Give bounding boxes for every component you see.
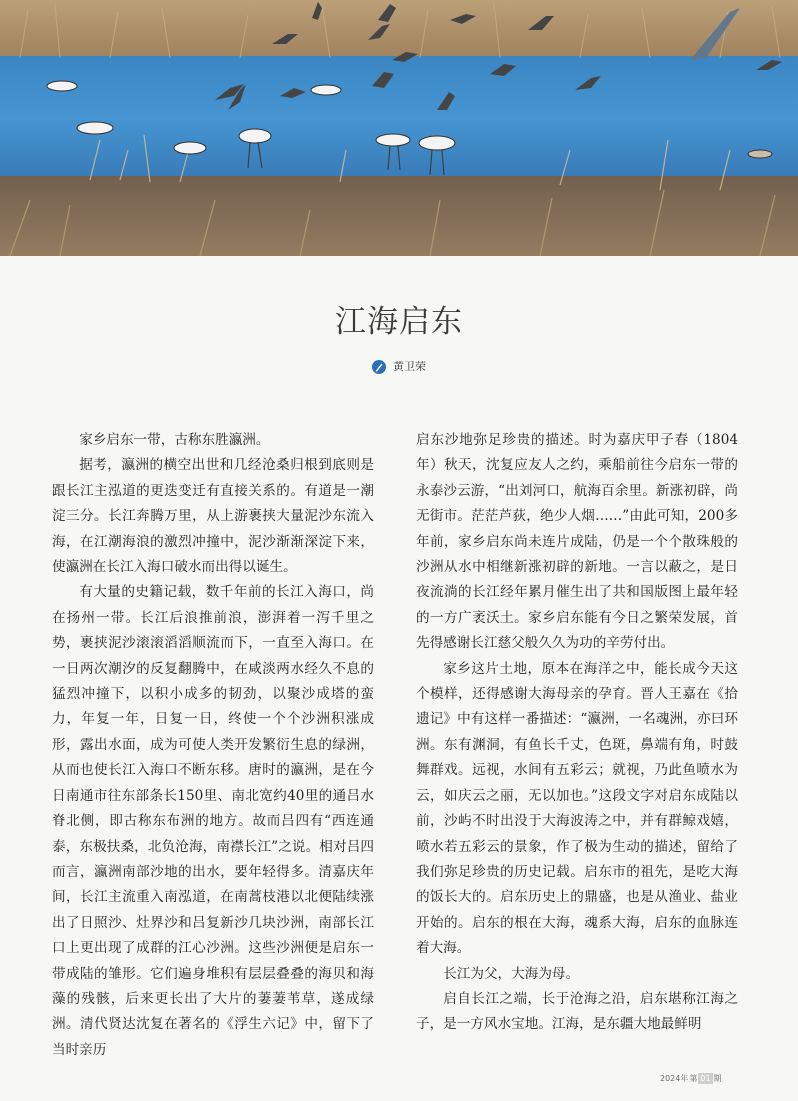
paragraph: 有大量的史籍记载，数千年前的长江入海口，尚在扬州一带。长江后浪推前浪，澎湃着一泻千里之势，裹挟泥沙滚滚滔滔顺流而下，一直至入海口。在一日两次潮汐的反复翻腾中，在咸淡两水经久不息的猛烈冲撞下，以积小成多的韧劲，以聚沙成塔的蛮力，年复一年，日复一日，终使一个个沙洲积涨成形，露出水面，成为可使人类开发繁衍生息的绿洲，从而也使长江入海口不断东移。唐时的瀛洲，是在今日南通市往东部条长150里、南北宽约40里的通吕水脊北侧，即古称东布洲的地方。故而吕四有“西连通泰，东极扶桑，北负沧海，南襟长江”之说。相对吕四而言，瀛洲南部沙地的出水，要年轻得多。清嘉庆年间，长江主流重入南泓道，在南蒿枝港以北便陆续涨出了日照沙、灶界沙和吕复新沙几块沙洲，南部长江口上更出现了成群的江心沙洲。这些沙洲便是启东一带成陆的雏形。它们遍身堆积有层层叠叠的海贝和海藻的残骸，后来更长出了大片的萋萋苇草，遂成绿洲。清代贤达沈复在著名的《浮生六记》中，留下了当时亲历: [52, 584, 374, 1058]
paragraph: 家乡这片土地，原本在海洋之中，能长成今天这个模样，还得感谢大海母亲的孕育。晋人王嘉在《拾遗记》中有这样一番描述：“瀛洲，一名魂洲，亦曰环洲。东有渊洞，有鱼长千丈，色斑，鼻端有角，时鼓舞群戏。远视，水间有五彩云；就视，乃此鱼喷水为云，如庆云之丽，无以加也。”这段文字对启东成陆以前，沙屿不时出没于大海波涛之中，并有群鲸戏嬉，喷水若五彩云的景象，作了极为生动的描述，留给了我们弥足珍贵的历史记载。启东市的祖先，是吃大海的饭长大的。启东历史上的鼎盛，也是从渔业、盐业开始的。启东的根在大海，魂系大海，启东的血脉连着大海。: [416, 660, 738, 957]
byline: [0, 358, 798, 374]
issue-suffix: 期: [713, 1074, 722, 1083]
right-column: [416, 428, 738, 1038]
paragraph: 家乡启东一带，古称东胜瀛洲。: [79, 432, 270, 448]
wetland-birds-image: [0, 0, 798, 256]
pen-icon: [372, 359, 386, 373]
page-footer: [660, 1073, 722, 1084]
issue-number: 01: [700, 1074, 711, 1083]
paragraph: 启自长江之端，长于沧海之沿，启东堪称江海之子，是一方风水宝地。江海，是东疆大地最鲜明: [416, 990, 738, 1033]
header-photo: [0, 0, 798, 256]
article-title: 江海启东: [335, 304, 463, 340]
paragraph: 据考，瀛洲的横空出世和几经沧桑归根到底则是跟长江主泓道的更迭变迁有直接关系的。有道是一潮淀三分。长江奔腾万里，从上游裹挟大量泥沙东流入海，在江潮海浪的激烈冲撞中，泥沙渐渐深淀下来，使瀛洲在长江入海口破水而出得以诞生。: [52, 457, 374, 576]
left-column: [52, 428, 374, 1063]
paragraph: 启东沙地弥足珍贵的描述。时为嘉庆甲子春（1804年）秋天，沈复应友人之约，乘船前往今启东一带的永泰沙云游，“出刘河口，航海百余里。新涨初辟，尚无街市。茫茫芦荻，绝少人烟……”由此可知，200多年前，家乡启东尚未连片成陆，仍是一个个散珠般的沙洲从水中相继新涨初辟的新地。一言以蔽之，是日夜流淌的长江经年累月催生出了共和国版图上最年轻的一方广袤沃土。家乡启东能有今日之繁荣发展，首先得感谢长江慈父般久久为功的辛劳付出。: [416, 432, 738, 652]
issue-prefix: 第: [689, 1074, 698, 1083]
author-name: 黄卫荣: [393, 360, 426, 373]
issue-year: 2024年: [660, 1074, 689, 1083]
paragraph: 长江为父，大海为母。: [443, 965, 580, 982]
